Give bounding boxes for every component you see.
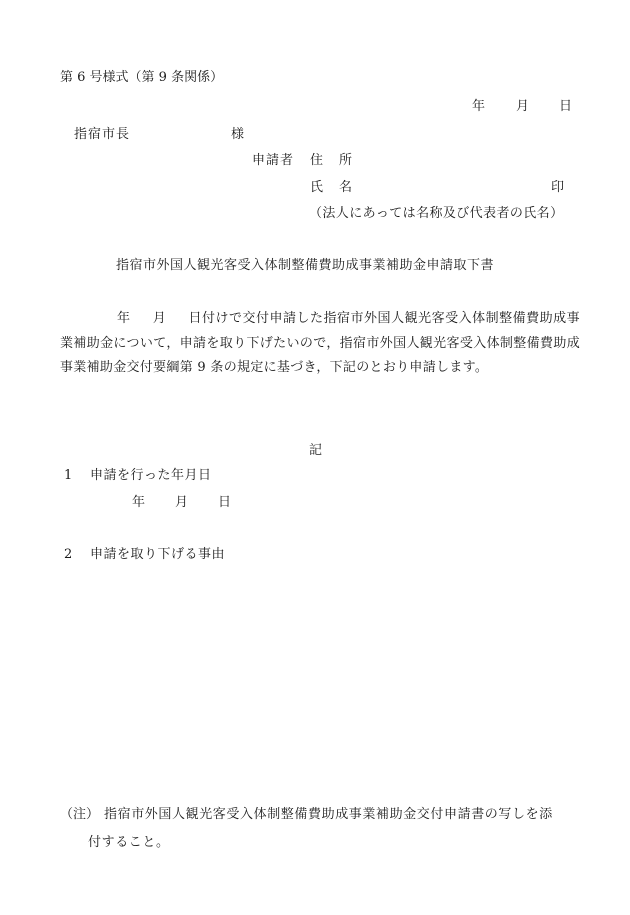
note-prefix: （注）	[60, 807, 100, 822]
date-day-label: 日	[559, 99, 573, 114]
body-paragraph	[60, 307, 580, 381]
body-date-year: 年	[117, 311, 131, 326]
item-1-number: 1	[64, 468, 73, 483]
item-1-label: 申請を行った年月日	[90, 468, 212, 483]
seal-mark: 印	[551, 180, 565, 195]
date-month-label: 月	[516, 99, 530, 114]
addressee-honorific: 様	[231, 127, 245, 142]
note-line-1: 指宿市外国人観光客受入体制整備費助成事業補助金交付申請書の写しを添	[104, 807, 553, 822]
document-title: 指宿市外国人観光客受入体制整備費助成事業補助金申請取下書	[116, 258, 495, 273]
ki-marker: 記	[309, 443, 323, 458]
note-line-2: 付すること。	[88, 835, 170, 850]
addressee-name: 指宿市長	[74, 127, 131, 142]
body-date-month: 月	[152, 311, 167, 326]
item-1-month: 月	[175, 495, 189, 510]
date-year-label: 年	[472, 99, 486, 114]
form-number: 第 6 号様式（第 9 条関係）	[60, 70, 224, 85]
corporate-note: （法人にあっては名称及び代表者の氏名）	[309, 206, 564, 221]
address-label-1: 住	[310, 153, 324, 168]
item-1-year: 年	[132, 495, 146, 510]
item-2-number: 2	[64, 547, 73, 562]
body-text: 日付けで交付申請した指宿市外国人観光客受入体制整備費助成事業補助金について，申請を取り下げたいので，指宿市外国人観光客受入体制整備費助成事業補助金交付要綱第 9 条の規定に基づき，下記のとおり申請します。	[60, 311, 580, 375]
item-2-label: 申請を取り下げる事由	[90, 547, 226, 562]
applicant-label: 申請者	[252, 153, 295, 168]
name-label-2: 名	[339, 180, 353, 195]
address-label-2: 所	[339, 153, 353, 168]
item-1-day: 日	[218, 495, 232, 510]
name-label-1: 氏	[310, 180, 324, 195]
